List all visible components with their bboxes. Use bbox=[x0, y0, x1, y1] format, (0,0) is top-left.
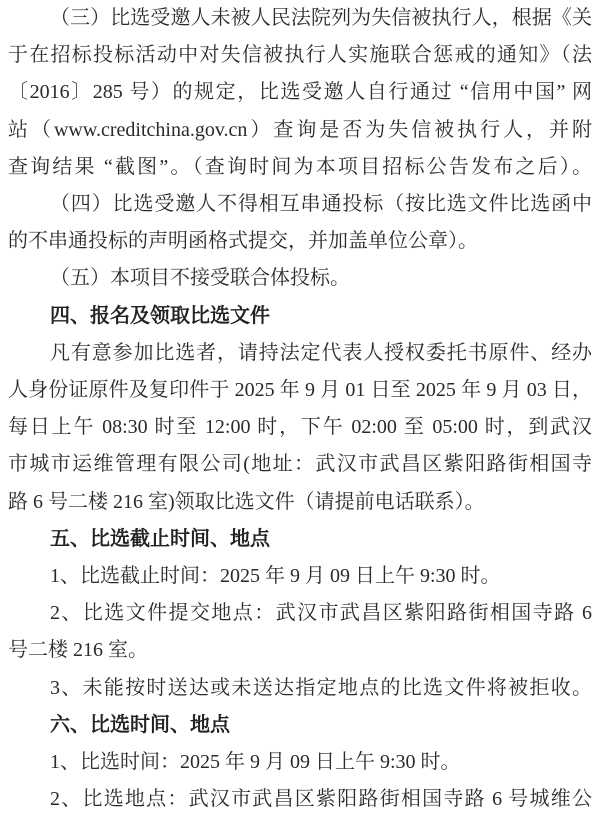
paragraph bbox=[8, 558, 592, 595]
text-line: 市城市运维管理有限公司(地址：武汉市武昌区紫阳路街相国寺 bbox=[8, 453, 592, 476]
paragraph bbox=[8, 260, 592, 297]
section-heading bbox=[8, 521, 592, 558]
document-page bbox=[8, 0, 592, 818]
paragraph bbox=[8, 186, 592, 260]
text-line: 每日上午 08:30 时至 12:00 时，下午 02:00 至 05:00 时，到武汉 bbox=[8, 416, 592, 439]
text-line: 五、比选截止时间、地点 bbox=[50, 527, 270, 550]
text-line: 2、比选文件提交地点：武汉市武昌区紫阳路街相国寺路 6 bbox=[50, 602, 592, 625]
paragraph bbox=[8, 595, 592, 669]
text-line: 凡有意参加比选者，请持法定代表人授权委托书原件、经办 bbox=[50, 341, 592, 364]
text-line: 的不串通投标的声明函格式提交，并加盖单位公章）。 bbox=[8, 230, 478, 253]
text-line: 站（www.creditchina.gov.cn）查询是否为失信被执行人，并附 bbox=[8, 118, 592, 141]
paragraph bbox=[8, 0, 592, 186]
text-line: 四、报名及领取比选文件 bbox=[50, 304, 270, 327]
text-line: 1、比选时间：2025 年 9 月 09 日上午 9:30 时。 bbox=[50, 751, 461, 774]
text-line: 3、未能按时送达或未送达指定地点的比选文件将被拒收。 bbox=[50, 676, 592, 699]
text-line: 路 6 号二楼 216 室)领取比选文件（请提前电话联系）。 bbox=[8, 490, 485, 513]
text-line: 号二楼 216 室。 bbox=[8, 639, 148, 662]
text-line: 1、比选截止时间：2025 年 9 月 09 日上午 9:30 时。 bbox=[50, 565, 501, 588]
text-line: （四）比选受邀人不得相互串通投标（按比选文件比选函中 bbox=[50, 193, 592, 216]
text-line: 〔2016〕285 号）的规定，比选受邀人自行通过 “信用中国” 网 bbox=[8, 81, 592, 104]
text-line: 于在招标投标活动中对失信被执行人实施联合惩戒的通知》（法 bbox=[8, 44, 592, 67]
text-line: 2、比选地点：武汉市武昌区紫阳路街相国寺路 6 号城维公 bbox=[50, 788, 592, 811]
text-line: 人身份证原件及复印件于 2025 年 9 月 01 日至 2025 年 9 月 03 日， bbox=[8, 379, 592, 402]
paragraph bbox=[8, 335, 592, 521]
text-line: （三）比选受邀人未被人民法院列为失信被执行人，根据《关 bbox=[50, 7, 592, 29]
paragraph bbox=[8, 781, 592, 818]
text-line: （五）本项目不接受联合体投标。 bbox=[50, 267, 350, 290]
paragraph bbox=[8, 744, 592, 781]
text-line: 六、比选时间、地点 bbox=[50, 713, 230, 736]
paragraph bbox=[8, 670, 592, 707]
text-line: 查询结果 “截图”。（查询时间为本项目招标公告发布之后）。 bbox=[8, 155, 592, 178]
section-heading bbox=[8, 298, 592, 335]
section-heading bbox=[8, 707, 592, 744]
